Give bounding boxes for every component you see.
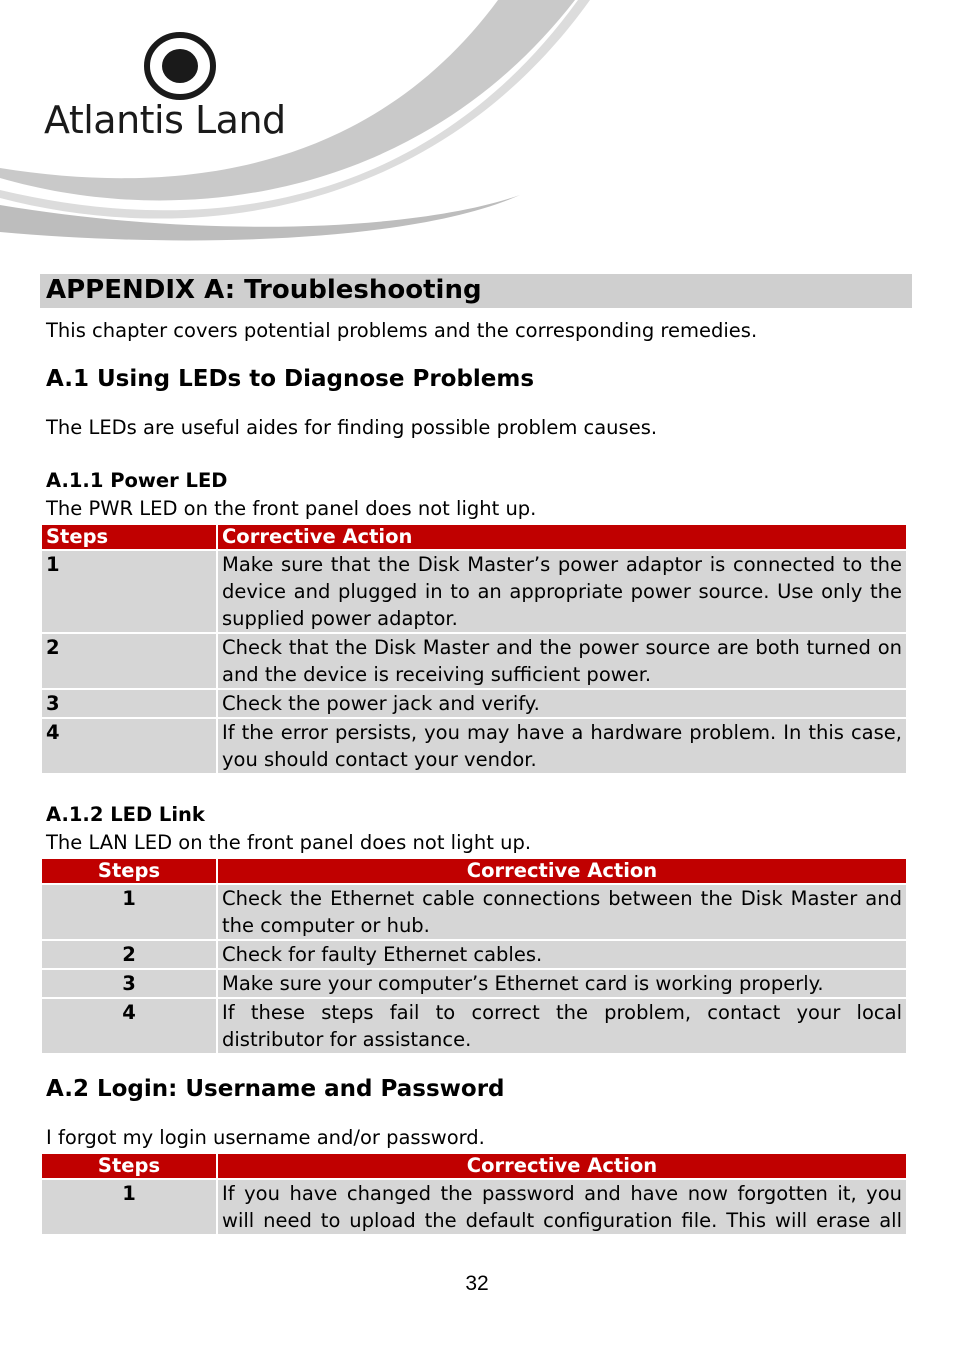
table-row bbox=[42, 885, 906, 939]
step-action: If you have changed the password and have now forgotten it, you will need to upload the default configuration file. This will erase all bbox=[218, 1180, 906, 1234]
step-number: 3 bbox=[42, 690, 216, 717]
step-number: 1 bbox=[42, 1180, 216, 1234]
table-header-row bbox=[42, 1154, 906, 1178]
table-header-row bbox=[42, 525, 906, 549]
step-action: Check the power jack and verify. bbox=[218, 690, 906, 717]
section-a2-title: A.2 Login: Username and Password bbox=[46, 1076, 505, 1102]
section-a1-intro: The LEDs are useful aides for finding possible problem causes. bbox=[46, 416, 658, 439]
table-row bbox=[42, 690, 906, 717]
step-action: Make sure that the Disk Master’s power adaptor is connected to the device and plugged in to an appropriate power source. Use only the supplied power adaptor. bbox=[218, 551, 906, 632]
step-action: If the error persists, you may have a hardware problem. In this case, you should contact your vendor. bbox=[218, 719, 906, 773]
appendix-title: APPENDIX A: Troubleshooting bbox=[46, 275, 482, 305]
section-a2-intro: I forgot my login username and/or password. bbox=[46, 1126, 485, 1149]
table-row bbox=[42, 634, 906, 688]
corrective-action-header: Corrective Action bbox=[218, 525, 906, 549]
steps-header: Steps bbox=[42, 859, 216, 883]
corrective-action-header: Corrective Action bbox=[218, 859, 906, 883]
step-number: 4 bbox=[42, 999, 216, 1053]
steps-header: Steps bbox=[42, 1154, 216, 1178]
atlantis-circle-icon bbox=[142, 30, 218, 102]
section-a11-intro: The PWR LED on the front panel does not light up. bbox=[46, 497, 537, 520]
step-number: 1 bbox=[42, 885, 216, 939]
table-row bbox=[42, 970, 906, 997]
table-row bbox=[42, 999, 906, 1053]
power-led-table bbox=[40, 523, 908, 775]
step-action: Check the Ethernet cable connections between the Disk Master and the computer or hub. bbox=[218, 885, 906, 939]
step-number: 4 bbox=[42, 719, 216, 773]
appendix-intro: This chapter covers potential problems and the corresponding remedies. bbox=[46, 319, 758, 342]
login-table bbox=[40, 1152, 908, 1236]
table-header-row bbox=[42, 859, 906, 883]
steps-header: Steps bbox=[42, 525, 216, 549]
section-a12-intro: The LAN LED on the front panel does not light up. bbox=[46, 831, 532, 854]
table-row bbox=[42, 719, 906, 773]
step-number: 1 bbox=[42, 551, 216, 632]
step-action: Make sure your computer’s Ethernet card is working properly. bbox=[218, 970, 906, 997]
led-link-table bbox=[40, 857, 908, 1055]
page-number: 32 bbox=[465, 1272, 489, 1295]
section-a1-title: A.1 Using LEDs to Diagnose Problems bbox=[46, 366, 535, 392]
section-a12-title: A.1.2 LED Link bbox=[46, 803, 205, 826]
table-row bbox=[42, 941, 906, 968]
step-action: Check that the Disk Master and the power source are both turned on and the device is receiving sufficient power. bbox=[218, 634, 906, 688]
step-number: 2 bbox=[42, 634, 216, 688]
step-action: Check for faulty Ethernet cables. bbox=[218, 941, 906, 968]
logo-text: Atlantis Land bbox=[44, 98, 286, 142]
corrective-action-header: Corrective Action bbox=[218, 1154, 906, 1178]
appendix-title-bar bbox=[40, 274, 912, 308]
step-action: If these steps fail to correct the problem, contact your local distributor for assistance. bbox=[218, 999, 906, 1053]
table-row bbox=[42, 1180, 906, 1234]
step-number: 2 bbox=[42, 941, 216, 968]
table-row bbox=[42, 551, 906, 632]
step-number: 3 bbox=[42, 970, 216, 997]
section-a11-title: A.1.1 Power LED bbox=[46, 469, 228, 492]
